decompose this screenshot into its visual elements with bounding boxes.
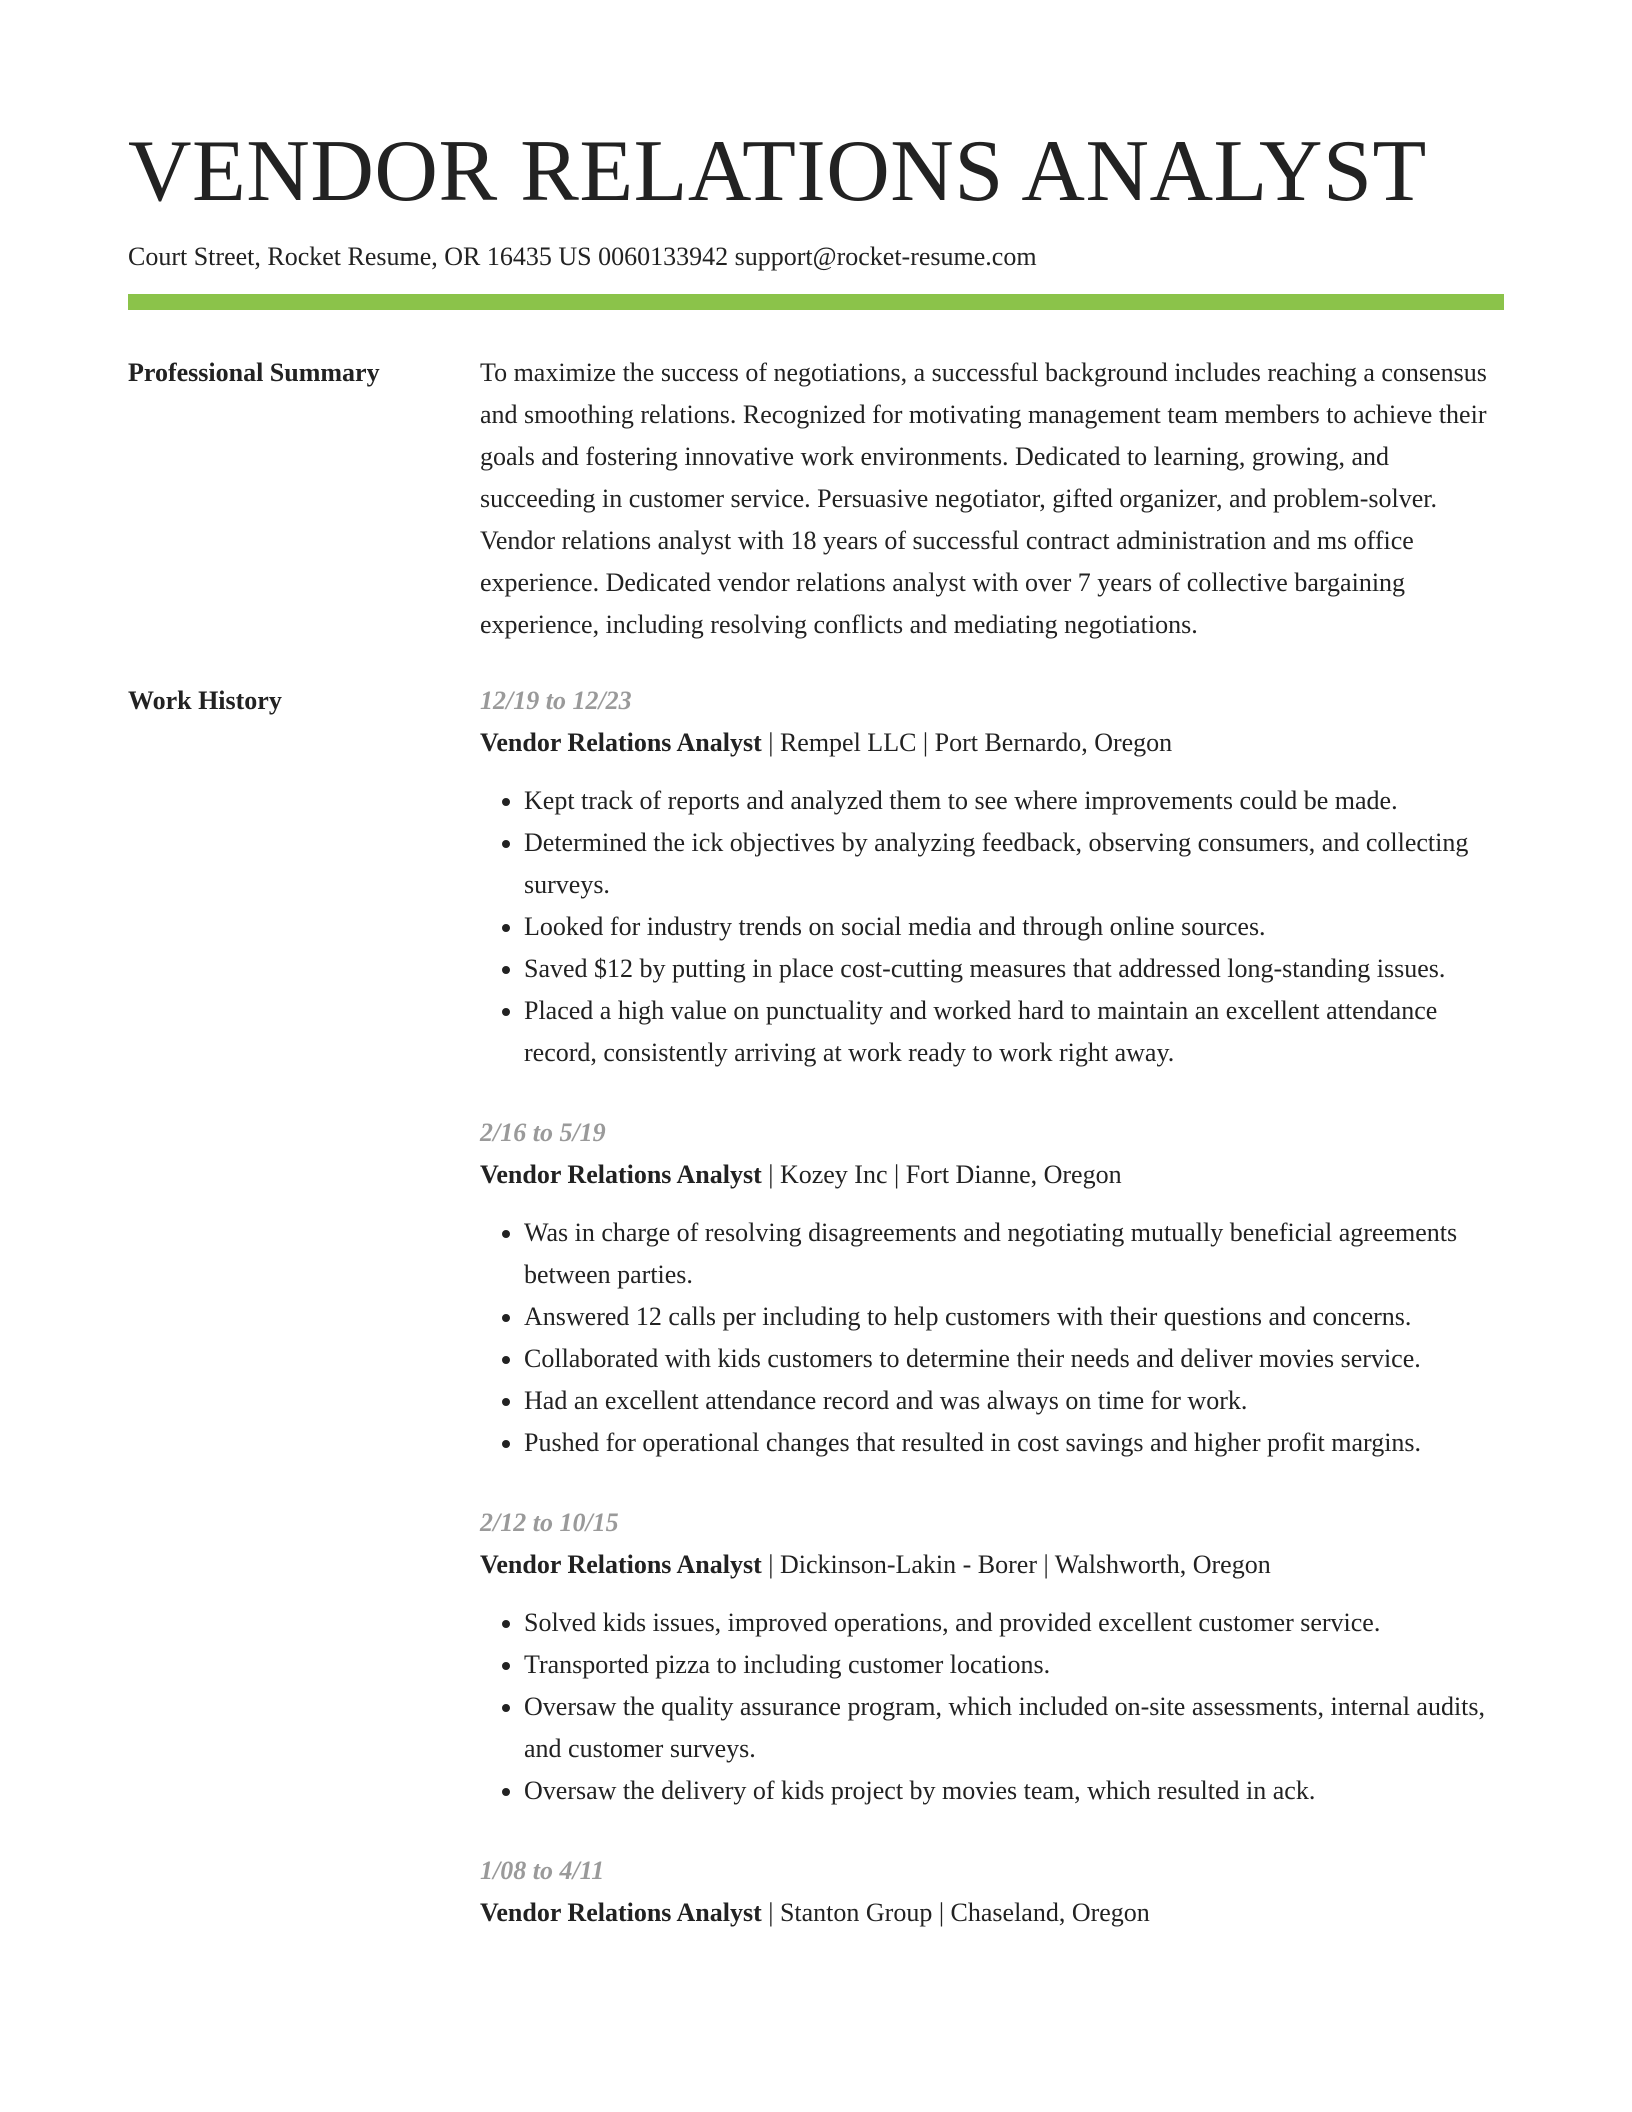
job-entry: [480, 1502, 1504, 1812]
job-bullet: • Solved kids issues, improved operations, and provided excellent customer service.: [524, 1602, 1504, 1644]
job-bullet: • Answered 12 calls per including to help customers with their questions and concerns.: [524, 1296, 1504, 1338]
accent-divider: [128, 294, 1504, 310]
work-history-section: [128, 680, 1504, 1972]
job-entry: [480, 1112, 1504, 1464]
job-title: Vendor Relations Analyst: [480, 1550, 762, 1579]
job-bullets: [480, 1602, 1504, 1812]
summary-text: To maximize the success of negotiations, a successful background includes reaching a consensus and smoothing relations. Recognized for motivating management team members to achieve their goals and fostering innovative work environments. Dedicated to learning, growing, and succeeding in customer service. Persuasive negotiator, gifted organizer, and problem-solver. Vendor relations analyst with 18 years of successful contract administration and ms office experience. Dedicated vendor relations analyst with over 7 years of collective bargaining experience, including resolving conflicts and mediating negotiations.: [480, 358, 1487, 639]
job-bullet: • Oversaw the quality assurance program, which included on-site assessments, internal audits, and customer surveys.: [524, 1686, 1504, 1770]
job-entry: [480, 1850, 1504, 1934]
job-bullet: • Was in charge of resolving disagreements and negotiating mutually beneficial agreements between parties.: [524, 1212, 1504, 1296]
job-details: | Kozey Inc | Fort Dianne, Oregon: [761, 1160, 1122, 1189]
summary-body: [480, 352, 1504, 646]
job-bullet: • Determined the ick objectives by analyzing feedback, observing consumers, and collecting surveys.: [524, 822, 1504, 906]
contact-line: Court Street, Rocket Resume, OR 16435 US 0060133942 support@rocket-resume.com: [128, 242, 1037, 271]
job-dates: 12/19 to 12/23: [480, 686, 632, 715]
summary-section: [128, 352, 1504, 646]
job-title: Vendor Relations Analyst: [480, 1160, 762, 1189]
job-entry: [480, 680, 1504, 1074]
job-title: Vendor Relations Analyst: [480, 728, 762, 757]
job-dates: 2/16 to 5/19: [480, 1118, 606, 1147]
job-bullet: • Had an excellent attendance record and was always on time for work.: [524, 1380, 1504, 1422]
job-bullets: [480, 1212, 1504, 1464]
job-bullet: • Oversaw the delivery of kids project by movies team, which resulted in ack.: [524, 1770, 1504, 1812]
job-title: Vendor Relations Analyst: [480, 1898, 762, 1927]
resume-title: VENDOR RELATIONS ANALYST: [128, 123, 1427, 220]
summary-heading: Professional Summary: [128, 358, 380, 387]
job-bullet: • Saved $12 by putting in place cost-cutting measures that addressed long-standing issues.: [524, 948, 1504, 990]
job-details: | Rempel LLC | Port Bernardo, Oregon: [761, 728, 1173, 757]
resume-page: [128, 118, 1504, 1972]
job-line: [480, 1544, 1504, 1586]
job-bullet: • Collaborated with kids customers to determine their needs and deliver movies service.: [524, 1338, 1504, 1380]
job-bullet: • Transported pizza to including customer locations.: [524, 1644, 1504, 1686]
job-bullets: [480, 780, 1504, 1074]
job-dates: 1/08 to 4/11: [480, 1856, 605, 1885]
job-bullet: • Kept track of reports and analyzed them to see where improvements could be made.: [524, 780, 1504, 822]
work-history-body: [480, 680, 1504, 1972]
work-history-heading: Work History: [128, 686, 282, 715]
job-bullet: • Looked for industry trends on social media and through online sources.: [524, 906, 1504, 948]
job-bullet: • Pushed for operational changes that resulted in cost savings and higher profit margins.: [524, 1422, 1504, 1464]
job-bullet: • Placed a high value on punctuality and worked hard to maintain an excellent attendance record, consistently arriving at work ready to work right away.: [524, 990, 1504, 1074]
job-line: [480, 722, 1504, 764]
job-details: | Stanton Group | Chaseland, Oregon: [761, 1898, 1150, 1927]
job-line: [480, 1154, 1504, 1196]
job-dates: 2/12 to 10/15: [480, 1508, 619, 1537]
job-details: | Dickinson-Lakin - Borer | Walshworth, Oregon: [761, 1550, 1271, 1579]
job-line: [480, 1892, 1504, 1934]
